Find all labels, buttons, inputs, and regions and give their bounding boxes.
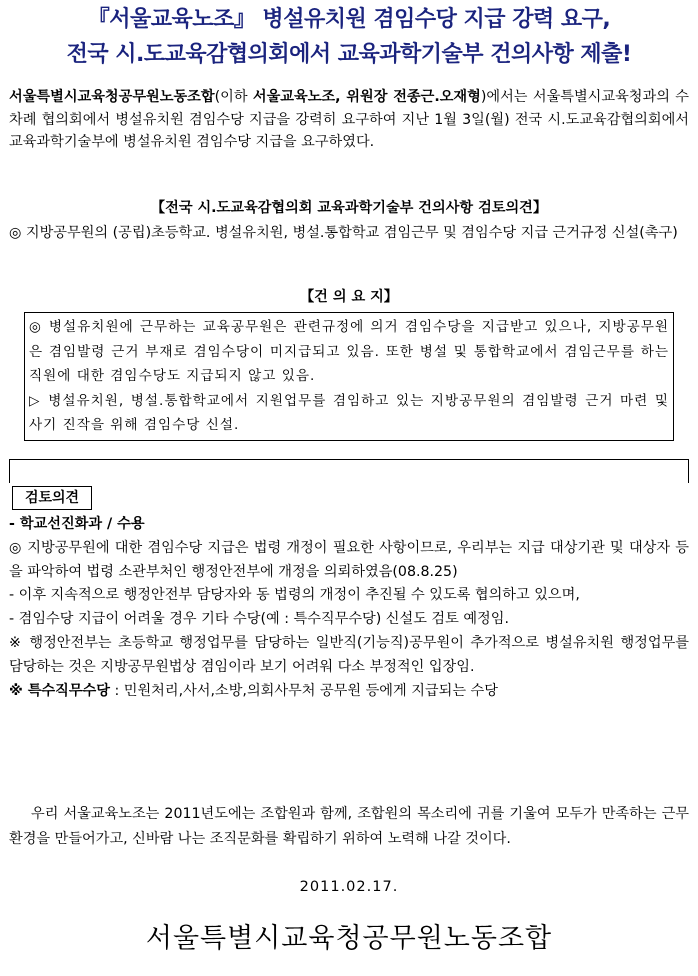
union-alias: 서울교육노조, 위원장 전종근.오재형 <box>252 89 481 105</box>
intro-text: )에서는 서울특별시교육청과의 수차례 협의회에서 병설유치원 겸임수당 지급을 강력히 요구하여 지난 1월 3일(월) 전국 시.도교육감협의회에서 교육과학기술부에 병설유치원 겸임수당 지급을 요구하였다. <box>9 89 689 150</box>
page-title-line-1: 『서울교육노조』 병설유치원 겸임수당 지급 강력 요구, <box>87 7 611 32</box>
document-date: 2011.02.17. <box>299 879 399 895</box>
closing-paragraph: 우리 서울교육노조는 2011년도에는 조합원과 함께, 조합원의 목소리에 귀를 기울여 모두가 만족하는 근무환경을 만들어가고, 신바람 나는 조직문화를 확립하기 위하여 노력해 나갈 것이다. <box>9 806 689 847</box>
special-allowance-desc: : 민원처리,사서,소방,의회사무처 공무원 등에게 지급되는 수당 <box>109 682 498 699</box>
opinion-frame-right <box>688 459 689 483</box>
closing-section <box>9 802 689 851</box>
intro-paren: (이하 <box>214 89 253 105</box>
proposal-point-1: ◎ 병설유치원에 근무하는 교육공무원은 관련규정에 의거 겸임수당을 지급받고 있으나, 지방공무원은 겸임발령 근거 부재로 겸임수당이 미지급되고 있음. 또한 병설 및 통합학교에서 겸임근무를 하는 직원에 대한 겸임수당도 지급되지 않고 있음. <box>29 319 669 384</box>
opinion-frame-top <box>9 459 689 484</box>
review-item-text: ◎ 지방공무원의 (공립)초등학교. 병설유치원, 병설.통합학교 겸임근무 및 겸임수당 지급 근거규정 신설(촉구) <box>9 225 678 241</box>
opinion-label: 검토의견 <box>12 486 92 510</box>
footer-org-name: 서울특별시교육청공무원노동조합 <box>145 923 553 954</box>
opinion-line-2: - 이후 지속적으로 행정안전부 담당자와 동 법령의 개정이 추진될 수 있도록 협의하고 있으며, <box>9 587 580 604</box>
review-item <box>9 222 689 245</box>
opinion-section <box>9 513 689 703</box>
opinion-line-4: ※ 행정안전부는 초등학교 행정업무를 담당하는 일반직(기능직)공무원이 추가적으로 병설유치원 행정업무를 담당하는 것은 지방공무원법상 겸임이라 보기 어려워 다소 부정적인 입장임. <box>9 634 689 675</box>
opinion-frame-left <box>9 459 10 483</box>
proposal-heading: 【건 의 요 지】 <box>299 289 398 305</box>
page-title-line-2: 전국 시.도교육감협의회에서 교육과학기술부 건의사항 제출! <box>66 42 632 67</box>
opinion-line-3: - 겸임수당 지급이 어려울 경우 기타 수당(예 : 특수직무수당) 신설도 검토 예정임. <box>9 611 509 628</box>
review-heading: 【전국 시.도교육감협의회 교육과학기술부 건의사항 검토의견】 <box>150 200 548 216</box>
special-allowance-label: ※ 특수직무수당 <box>9 682 110 699</box>
opinion-dept: - 학교선진화과 / 수용 <box>9 516 145 532</box>
proposal-box <box>24 312 674 441</box>
opinion-line-1: ◎ 지방공무원에 대한 겸임수당 지급은 법령 개정이 필요한 사항이므로, 우리부는 지급 대상기관 및 대상자 등을 파악하여 법령 소관부처인 행정안전부에 개정을 의뢰하였음(08.8.25) <box>9 539 689 580</box>
intro-paragraph <box>9 86 689 154</box>
union-name: 서울특별시교육청공무원노동조합 <box>9 89 215 105</box>
proposal-point-2: ▷ 병설유치원, 병설.통합학교에서 지원업무를 겸임하고 있는 지방공무원의 겸임발령 근거 마련 및 사기 진작을 위해 겸임수당 신설. <box>29 392 669 433</box>
